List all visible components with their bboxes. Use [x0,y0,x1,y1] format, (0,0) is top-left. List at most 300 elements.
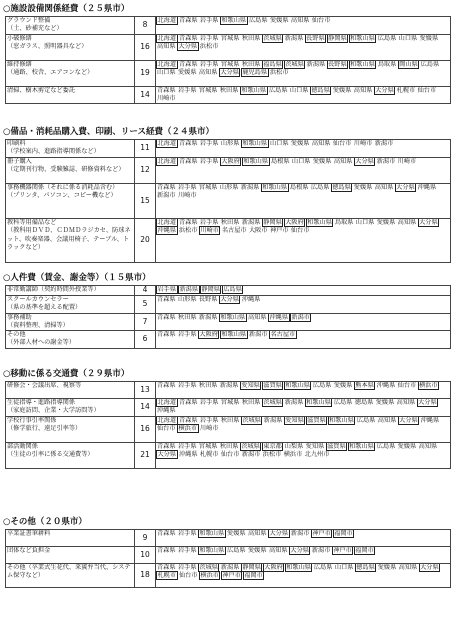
section-5 [0,515,453,588]
municipality: 広島県 [268,86,288,94]
category-cell [6,34,135,60]
municipality: 仙台市 [178,572,198,580]
municipality: 高知県 [396,399,416,406]
municipality-boxed: 新潟県 [179,286,199,293]
municipality: 愛媛県 [376,219,396,226]
municipality-boxed: 福岡市 [334,530,353,537]
municipality-boxed: 福島県 [263,60,282,68]
municipality: 青森県 [157,86,176,94]
table-row [6,219,451,263]
municipality: 愛媛県 [333,382,353,389]
municipality-boxed: 東京都 [263,442,282,450]
category-note: （外部人材への謝金等） [7,339,76,347]
municipality: 山口県 [398,34,418,42]
municipality: 岩手県 [177,382,197,389]
municipality-list [156,184,451,219]
municipality: 青森県 [178,219,198,226]
category-cell [6,313,135,331]
municipality: 岩手県 [177,530,197,537]
municipality: 広島県 [420,60,440,68]
category-note: （学校案内、進路指導関係など） [7,148,100,156]
category-cell [6,158,135,184]
municipality-boxed: 和歌山県 [350,34,375,42]
municipality: 山口県 [334,564,354,571]
category-name: その他（卒業式生花代、来賓弁当代、システム保守など） [7,564,131,580]
municipality: 岩手県 [199,219,219,226]
municipality-boxed: 大分県 [355,158,374,165]
municipality-list [156,547,451,564]
municipality: 岩手県 [177,86,197,94]
municipality: 岩手県 [199,34,219,42]
municipality: 宮城県 [198,86,218,94]
municipality: 愛媛県 [397,442,417,450]
municipality: 広島県 [313,564,333,571]
municipality: 大阪市 [249,227,268,235]
category-cell [6,564,135,588]
municipality: 新潟県 [241,219,261,226]
municipality: 新潟市 [290,530,310,537]
municipality: 高知県 [374,184,394,191]
municipality-boxed: 鹿児島県 [242,68,268,76]
table-row [6,416,451,442]
municipality-list [156,530,451,547]
category-name: 非常勤講師（契約時間外授業等） [7,286,100,293]
category-note: （土、砂補充など） [7,25,63,33]
municipality-boxed: 徳島県 [311,86,330,94]
expense-table [5,16,451,104]
municipality: 鳥取県 [334,219,354,226]
municipality: 愛媛県 [227,530,246,537]
municipality-boxed: 大分県 [157,450,177,458]
municipality: 仙台市 [397,382,417,389]
municipality: 高知県 [248,530,267,537]
count-cell: 11 [135,140,156,158]
municipality-boxed: 静岡県 [201,286,220,293]
category-name: スクールカウンセラー [7,296,69,303]
table-row [6,286,451,296]
municipality: 青森県 [157,313,176,321]
municipality: 沖縄県 [178,450,198,458]
municipality: 仙台市 [417,86,437,94]
municipality-boxed: 愛知県 [241,382,260,389]
municipality: 高知県 [377,416,397,424]
municipality-boxed: 徳島県 [356,564,375,571]
municipality: 秋田県 [177,313,197,321]
municipality: 川崎市 [199,424,219,432]
municipality: 高知県 [198,68,218,76]
municipality: 秋田県 [198,382,218,389]
count-cell: 13 [135,382,156,399]
municipality: 新潟市 [376,158,396,165]
municipality-boxed: 茨城県 [263,399,282,406]
municipality-boxed: 横浜市 [178,424,198,432]
municipality: 青森県 [157,564,176,571]
municipality: 山口県 [269,140,289,147]
municipality: 青森県 [178,140,198,147]
municipality-boxed: 北海道 [157,34,177,42]
municipality-boxed: 静岡県 [328,34,347,42]
municipality-list [156,60,451,86]
count-cell: 10 [135,547,156,564]
municipality: 秋田県 [241,34,261,42]
count-cell: 19 [135,60,156,86]
count-cell: 14 [135,86,156,104]
category-cell [6,331,135,349]
municipality: 広島県 [310,184,330,191]
municipality: 山梨県 [284,442,304,450]
category-note: （プリンタ、パソコン、コピー機など） [7,192,117,200]
category-cell [6,382,135,399]
municipality-boxed: 名古屋市 [270,331,296,339]
table-row [6,184,451,219]
municipality: 青森県 [178,416,198,424]
municipality: 宮城県 [198,184,218,191]
municipality: 仙台市 [311,17,331,24]
category-note: （資料整理、清掃等） [7,321,69,329]
municipality: 青森県 [178,158,198,165]
municipality: 新潟市 [157,192,176,200]
municipality: 秋田県 [241,399,261,406]
section-3 [0,271,453,349]
count-cell: 7 [135,313,156,331]
category-name: 事務補助 [7,313,32,321]
municipality-boxed: 横浜市 [200,572,219,580]
table-row [6,86,451,104]
municipality: 川崎市 [353,140,373,147]
municipality: 山口県 [291,158,311,165]
category-name: 事務機器関係（それに係る消耗品含む） [7,184,119,191]
table-row [6,564,451,588]
municipality-boxed: 熊本県 [355,382,374,389]
category-cell [6,219,135,263]
municipality: 岩手県 [199,158,219,165]
municipality: 岩手県 [177,331,197,339]
table-row [6,331,451,349]
municipality-boxed: 大阪府 [264,564,283,571]
table-row [6,442,451,468]
expense-table [5,139,451,263]
municipality-boxed: 静岡県 [263,219,282,226]
municipality: 浜松市 [269,68,289,76]
municipality-boxed: 福岡市 [355,547,374,554]
municipality: 愛媛県 [269,17,289,24]
municipality-list [156,34,451,60]
table-row [6,530,451,547]
municipality-boxed: 新潟市 [291,313,310,321]
count-cell: 16 [135,416,156,442]
municipality: 新潟県 [263,416,283,424]
municipality: 青森県 [178,17,198,24]
municipality-boxed: 徳島県 [332,184,351,191]
municipality: 浜松市 [262,450,282,458]
table-row [6,34,451,60]
municipality-boxed: 大分県 [269,530,289,537]
municipality-boxed: 岡山県 [399,60,418,68]
category-name: 教科等用備品など [7,219,57,226]
municipality-boxed: 和歌山県 [221,17,247,24]
municipality-boxed: 神戸市 [222,572,241,580]
municipality-boxed: 大分県 [220,296,239,303]
section-heading: ○人件費（賃金、謝金等）（１５県市） [3,273,151,283]
municipality: 岩手県 [199,416,219,424]
category-name: 冊子購入 [7,158,32,165]
municipality-list [156,86,451,104]
municipality-boxed: 長野県 [328,60,347,68]
category-name: 小破修繕 [7,34,32,42]
municipality: 高知県 [398,564,418,571]
municipality-boxed: 滋賀県 [263,382,282,389]
category-cell [6,530,135,547]
category-cell [6,399,135,417]
municipality: 高知県 [353,86,373,94]
count-cell: 5 [135,296,156,314]
municipality-boxed: 和歌山県 [307,219,332,226]
municipality-boxed: 静岡県 [242,564,261,571]
municipality: 島根県 [289,184,309,191]
municipality: 高知県 [333,158,353,165]
municipality: 青森県 [157,184,176,191]
section-heading: ○備品・消耗品購入費、印刷、リース経費（２４県市） [3,127,214,137]
municipality: 浜松市 [178,227,198,235]
category-name: 印刷料 [7,140,26,147]
municipality-boxed: 北海道 [157,219,177,226]
municipality: 山形県 [177,296,197,303]
municipality: 北九州市 [304,450,330,458]
municipality: 岩手県 [199,399,219,406]
municipality: 広島県 [227,547,246,554]
municipality: 秋田県 [220,219,240,226]
municipality: 愛媛県 [353,184,373,191]
municipality: 高知県 [268,547,288,554]
municipality: 愛媛県 [290,140,310,147]
municipality-list [156,286,451,296]
municipality: 新潟県 [284,399,304,406]
municipality-boxed: 大阪府 [285,219,304,226]
municipality: 高知県 [290,17,310,24]
municipality-boxed: 大阪府 [221,158,240,165]
table-row [6,399,451,417]
municipality-list [156,296,451,314]
municipality: 広島県 [249,17,268,24]
municipality: 宮城県 [198,442,218,450]
municipality: 神戸市 [269,227,289,235]
municipality-boxed: 茨城県 [241,442,260,450]
table-row [6,547,451,564]
municipality-boxed: 和歌山県 [199,530,225,537]
municipality: 仙台市 [290,227,310,235]
municipality: 青森県 [178,60,198,68]
municipality-boxed: 和歌山県 [243,158,269,165]
municipality: 山形県 [220,140,240,147]
municipality: 沖縄県 [241,296,261,303]
table-row [6,382,451,399]
municipality: 仙台市 [220,450,240,458]
municipality: 山形県 [219,184,239,191]
municipality: 新潟県 [240,184,260,191]
municipality-boxed: 北海道 [157,60,177,68]
municipality: 沖縄県 [376,382,396,389]
municipality-list [156,331,451,349]
municipality-boxed: 茨城県 [242,416,261,424]
municipality-boxed: 茨城県 [285,60,304,68]
section-heading: ○移動に係る交通費（２９県市） [3,369,130,379]
category-cell [6,60,135,86]
municipality: 徳島県 [354,399,374,406]
municipality-boxed: 和歌山県 [350,60,375,68]
category-name: 維持修繕 [7,60,32,68]
municipality: 川崎市 [177,192,197,200]
municipality-boxed: 北海道 [157,416,177,424]
municipality-boxed: 和歌山県 [285,382,310,389]
municipality-boxed: 神戸市 [333,547,352,554]
municipality: 青森県 [178,34,198,42]
municipality-boxed: 和歌山県 [262,184,288,191]
municipality: 沖縄県 [420,416,440,424]
category-note: （家庭訪問、企業・大学訪問等） [7,407,100,415]
municipality: 広島県 [376,442,396,450]
municipality: 名古屋市 [221,227,247,235]
municipality-boxed: 札幌市 [157,572,177,580]
municipality-boxed: 滋賀県 [307,416,326,424]
municipality: 川崎市 [157,94,176,102]
municipality: 岩手県 [177,547,197,554]
municipality: 愛媛県 [375,399,395,406]
municipality: 新潟市 [311,547,331,554]
section-heading: ○施設設備関係経費（２５県市） [3,4,130,14]
municipality-boxed: 北海道 [157,140,177,147]
municipality: 新潟市 [241,450,261,458]
municipality: 川崎市 [397,158,417,165]
municipality: 新潟市 [374,140,394,147]
municipality-boxed: 福岡市 [244,572,263,580]
municipality: 青森県 [157,296,176,303]
municipality: 愛媛県 [312,158,332,165]
category-cell [6,86,135,104]
municipality: 青森県 [157,331,176,339]
municipality-boxed: 岩手県 [157,286,177,293]
municipality: 岩手県 [199,17,219,24]
municipality: 横浜市 [283,450,303,458]
municipality: 高知県 [311,140,331,147]
municipality: 青森県 [157,547,176,554]
municipality-boxed: 神戸市 [312,530,331,537]
municipality-list [156,564,451,588]
municipality: 秋田県 [241,60,261,68]
category-cell [6,140,135,158]
count-cell: 4 [135,286,156,296]
category-note: （県の基準を超える配置） [7,304,82,312]
category-cell [6,442,135,468]
municipality-boxed: 愛知県 [285,416,304,424]
municipality: 愛媛県 [419,34,439,42]
municipality-list [156,399,451,417]
municipality: 広島県 [333,399,353,406]
category-name: グラウンド整備 [7,17,51,24]
municipality: 岩手県 [199,60,219,68]
count-cell: 21 [135,442,156,468]
category-cell [6,416,135,442]
municipality-boxed: 沖縄県 [157,227,177,235]
category-note: （生徒の引率に係る交通費等） [7,450,94,458]
municipality-list [156,219,451,263]
municipality: 札幌市 [396,86,416,94]
municipality-boxed: 北海道 [157,399,177,406]
municipality: 浜松市 [199,42,219,50]
category-name: 清掃、樹木剪定など委託 [7,86,76,94]
expense-table [5,381,451,469]
municipality: 沖縄県 [157,407,176,415]
table-row [6,296,451,314]
count-cell: 14 [135,399,156,417]
category-name: 研修会・会議出席、視察等 [7,382,82,389]
municipality-boxed: 和歌山県 [349,442,374,450]
count-cell: 16 [135,34,156,60]
municipality: 高知県 [397,219,417,226]
municipality: 山口県 [157,68,176,76]
municipality: 山口県 [289,86,309,94]
municipality: 青森県 [157,530,176,537]
municipality-list [156,140,451,158]
section-heading: ○その他（２０県市） [3,517,87,527]
municipality: 青森県 [157,382,176,389]
municipality-boxed: 和歌山県 [306,399,331,406]
municipality-list [156,416,451,442]
municipality-list [156,313,451,331]
municipality-boxed: 茨城県 [263,34,282,42]
municipality: 高知県 [418,442,438,450]
municipality: 新潟県 [198,313,218,321]
municipality-boxed: 北海道 [157,17,177,24]
category-note: （通路、校舎、エアコンなど） [7,68,94,76]
municipality-boxed: 沖縄県 [269,313,289,321]
municipality: 島根県 [270,158,290,165]
count-cell: 15 [135,184,156,219]
municipality-boxed: 和歌山県 [220,313,246,321]
municipality-boxed: 大分県 [399,416,418,424]
count-cell: 12 [135,158,156,184]
municipality-boxed: 北海道 [157,158,177,165]
municipality: 鳥取県 [377,60,397,68]
table-row [6,158,451,184]
municipality: 高知県 [248,313,267,321]
municipality-boxed: 大分県 [396,184,415,191]
municipality: 宮城県 [220,34,240,42]
category-cell [6,547,135,564]
municipality-boxed: 和歌山県 [221,331,247,339]
municipality-boxed: 大分県 [419,219,438,226]
count-cell: 6 [135,331,156,349]
municipality-list [156,382,451,399]
municipality: 広島県 [312,382,332,389]
category-cell [6,286,135,296]
table-row [6,60,451,86]
expense-table [5,285,451,349]
count-cell: 8 [135,17,156,35]
municipality: 山口県 [355,219,375,226]
category-name: 団体など負担金 [7,547,51,554]
municipality: 愛媛県 [332,86,352,94]
municipality: 札幌市 [199,450,219,458]
municipality-boxed: 大分県 [375,86,394,94]
category-cell [6,17,135,35]
municipality: 高知県 [157,42,176,50]
category-cell [6,296,135,314]
municipality: 新潟県 [219,382,239,389]
municipality-boxed: 川崎市 [200,227,219,235]
category-note: （定期刊行物、受験雑誌、研修資料など） [7,166,125,174]
municipality: 広島県 [377,34,397,42]
municipality: 青森県 [178,399,198,406]
